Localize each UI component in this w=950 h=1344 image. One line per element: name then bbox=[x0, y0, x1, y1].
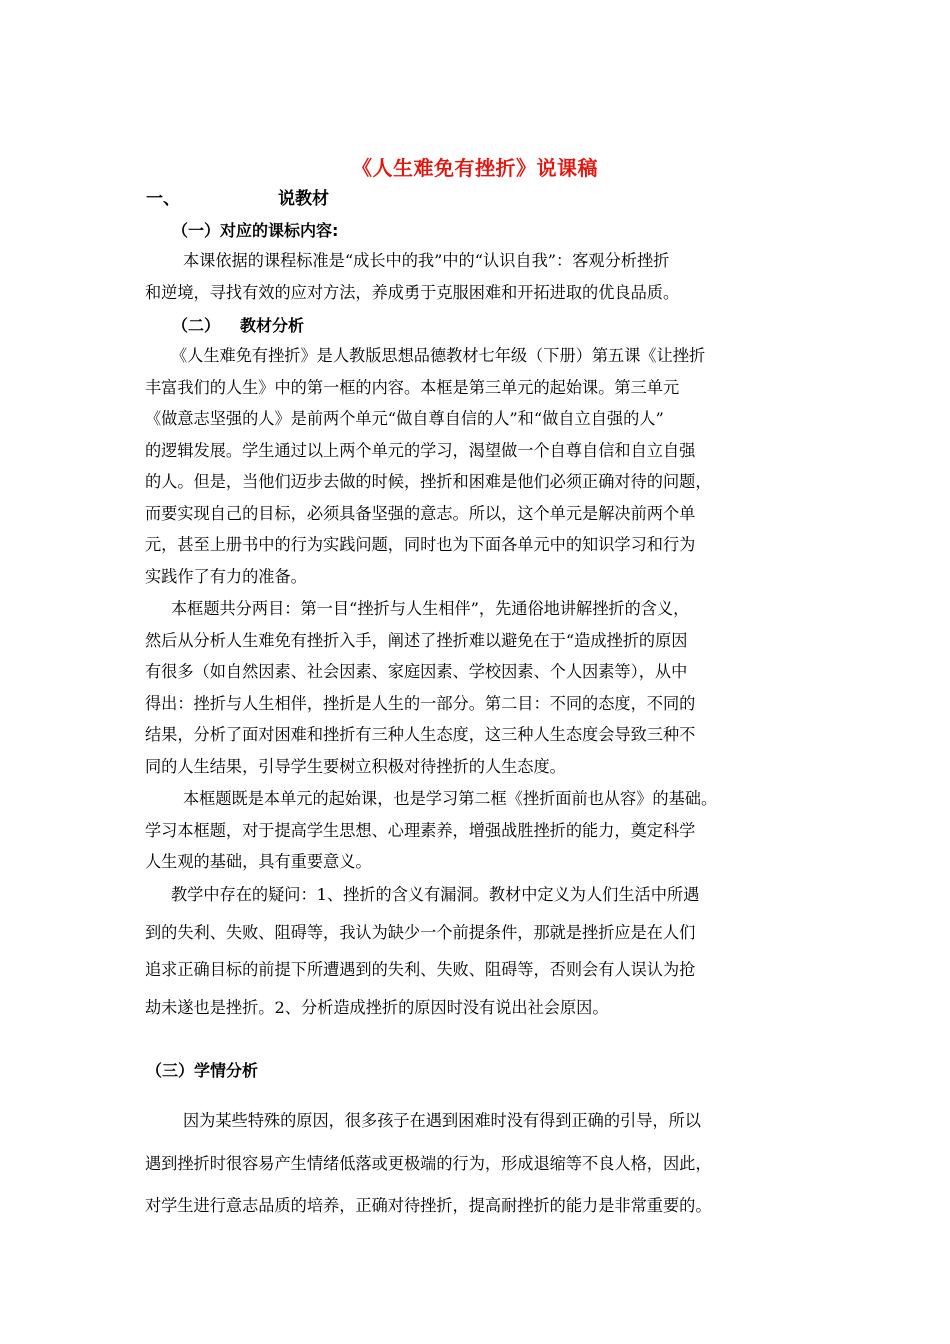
text-line: 实践作了有力的准备。 bbox=[145, 566, 307, 586]
paragraph-material-2 bbox=[145, 593, 810, 782]
text-line: 得出：挫折与人生相伴，挫折是人生的一部分。第二目：不同的态度，不同的 bbox=[145, 693, 696, 713]
text-line: 遇到挫折时很容易产生情绪低落或更极端的行为，形成退缩等不良人格，因此， bbox=[145, 1153, 712, 1173]
text-line: 结果，分析了面对困难和挫折有三种人生态度，这三种人生态度会导致三种不 bbox=[145, 725, 696, 744]
text-line: 的人。但是，当他们迈步去做的时候，挫折和困难是他们必须正确对待的问题， bbox=[145, 472, 712, 491]
text-line: 学习本框题，对于提高学生思想、心理素养，增强战胜挫折的能力，奠定科学 bbox=[145, 820, 696, 840]
subsection-heading-students: （三）学情分析 bbox=[146, 1061, 259, 1080]
text-line: 劫未遂也是挫折。2、分析造成挫折的原因时没有说出社会原因。 bbox=[145, 997, 609, 1017]
subsection-heading-number: （二） bbox=[172, 316, 221, 335]
text-line: 《做意志坚强的人》是前两个单元“做自尊自信的人”和“做自立自强的人” bbox=[145, 409, 664, 428]
text-line: 和逆境，寻找有效的应对方法，养成勇于克服困难和开拓进取的优良品质。 bbox=[145, 282, 680, 302]
text-line: 教学中存在的疑问：1、挫折的含义有漏洞。教材中定义为人们生活中所遇 bbox=[171, 885, 700, 904]
text-line: 因为某些特殊的原因，很多孩子在遇到困难时没有得到正确的引导，所以 bbox=[183, 1111, 701, 1130]
subsection-heading-curriculum: （一）对应的课标内容: bbox=[172, 221, 339, 240]
text-line: 然后从分析人生难免有挫折入手，阐述了挫折难以避免在于“造成挫折的原因 bbox=[145, 630, 688, 650]
section-number: 一、 bbox=[146, 189, 180, 209]
paragraph-curriculum bbox=[145, 245, 810, 308]
section-heading: 说教材 bbox=[278, 189, 329, 209]
subsection-heading-analysis: 教材分析 bbox=[240, 316, 305, 335]
text-line: 人生观的基础，具有重要意义。 bbox=[145, 852, 372, 871]
text-line: 有很多（如自然因素、社会因素、家庭因素、学校因素、个人因素等），从中 bbox=[145, 662, 688, 681]
text-line: 本框题既是本单元的起始课，也是学习第二框《挫折面前也从容》的基础。 bbox=[183, 789, 718, 808]
text-line: 丰富我们的人生》中的第一框的内容。本框是第三单元的起始课。第三单元 bbox=[145, 377, 680, 397]
text-line: 本课依据的课程标准是“成长中的我”中的“认识自我”：客观分析挫折 bbox=[183, 251, 670, 270]
paragraph-students bbox=[145, 1100, 810, 1228]
paragraph-material-4 bbox=[145, 876, 810, 1026]
text-line: 同的人生结果，引导学生要树立积极对待挫折的人生态度。 bbox=[145, 756, 566, 776]
paragraph-material-1 bbox=[145, 340, 810, 592]
text-line: 元，甚至上册书中的行为实践问题，同时也为下面各单元中的知识学习和行为 bbox=[145, 535, 696, 554]
text-line: 的逻辑发展。学生通过以上两个单元的学习，渴望做一个自尊自信和自立自强 bbox=[145, 440, 696, 460]
document-title: 《人生难免有挫折》说课稿 bbox=[352, 156, 598, 180]
text-line: 对学生进行意志品质的培养，正确对待挫折，提高耐挫折的能力是非常重要的。 bbox=[145, 1196, 712, 1215]
text-line: 到的失利、失败、阻碍等，我认为缺少一个前提条件，那就是挫折应是在人们 bbox=[145, 922, 696, 942]
paragraph-material-3 bbox=[145, 783, 810, 878]
text-line: 《人生难免有挫折》是人教版思想品德教材七年级（下册）第五课《让挫折 bbox=[171, 346, 706, 365]
text-line: 本框题共分两目：第一目“挫折与人生相伴”，先通俗地讲解挫折的含义， bbox=[171, 599, 690, 618]
text-line: 追求正确目标的前提下所遭遇到的失利、失败、阻碍等，否则会有人误认为抢 bbox=[145, 960, 696, 979]
text-line: 而要实现自己的目标，必须具备坚强的意志。所以，这个单元是解决前两个单 bbox=[145, 503, 696, 523]
